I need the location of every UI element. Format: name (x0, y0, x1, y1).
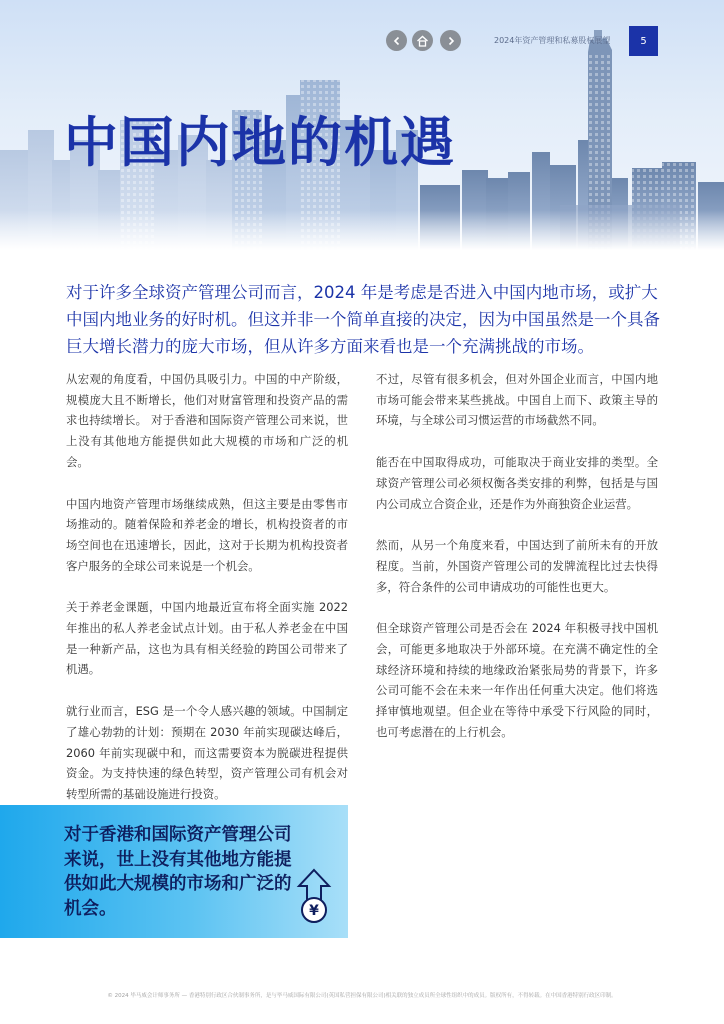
pull-quote-text: 对于香港和国际资产管理公司来说，世上没有其他地方能提供如此大规模的市场和广泛的机会。 (64, 825, 292, 919)
body-paragraph: 不过，尽管有很多机会，但对外国企业而言，中国内地市场可能会带来某些挑战。中国自上而下、政策主导的环境，与全球公司习惯运营的市场截然不同。 (376, 372, 658, 428)
chevron-right-icon (446, 36, 456, 46)
body-paragraph: 但全球资产管理公司是否会在 2024 年积极寻找中国机会，可能更多地取决于外部环境。在充满不确定性的全球经济环境和持续的地缘政治紧张局势的背景下，许多公司可能不会在未来一年作出任何重大决定。他们将选择审慎地观望。但企业在等待中承受下行风险的同时，也可考虑潜在的上行机会。 (376, 621, 658, 739)
page-number: 5 (629, 26, 658, 56)
body-paragraph: 中国内地资产管理市场继续成熟，但这主要是由零售市场推动的。随着保险和养老金的增长，机构投资者的市场空间也在迅速增长，因此，这对于长期为机构投资者客户服务的全球公司来说是一个机会。 (66, 496, 348, 573)
body-paragraph: 关于养老金课题，中国内地最近宣布将全面实施 2022 年推出的私人养老金试点计划。由于私人养老金在中国是一种新产品，这也为具有相关经验的跨国公司带来了机遇。 (66, 600, 348, 677)
document-title: 2024年资产管理和私募股权展望 (494, 36, 611, 45)
footer-legal-text: © 2024 毕马威会计师事务所 — 香港特别行政区合伙制事务所，是与毕马威国际有限公司(英国私营担保有限公司)相关联的独立成员所全球性组织中的成员。版权所有，不得转载。在中国香港特别行政区印制。 (107, 993, 617, 999)
left-column (66, 369, 348, 826)
body-paragraph: 然而，从另一个角度来看，中国达到了前所未有的开放程度。当前，外国资产管理公司的发牌流程比过去快得多，符合条件的公司申请成功的可能性也更大。 (376, 538, 658, 594)
body-paragraph: 从宏观的角度看，中国仍具吸引力。中国的中产阶级，规模庞大且不断增长，他们对财富管理和投资产品的需求也持续增长。 对于香港和国际资产管理公司来说，世上没有其他地方能提供如此大规模的市场和广泛的机会。 (66, 372, 348, 469)
right-column (376, 369, 658, 764)
yen-growth-arrow-icon (296, 868, 332, 926)
body-paragraph: 能否在中国取得成功，可能取决于商业安排的类型。全球资产管理公司必须权衡各类安排的利弊，包括是与国内公司成立合资企业，还是作为外商独资企业运营。 (376, 455, 658, 511)
next-page-button[interactable] (440, 30, 461, 51)
body-paragraph: 就行业而言，ESG 是一个令人感兴趣的领域。中国制定了雄心勃勃的计划：预期在 2030 年前实现碳达峰后，2060 年前实现碳中和，而这需要资本为脱碳进程提供资金。为支持快速的绿色转型，资产管理公司有机会对转型所需的基础设施进行投资。 (66, 704, 348, 801)
home-icon (416, 35, 429, 47)
home-button[interactable] (412, 30, 433, 51)
hero-fade (0, 210, 724, 250)
hero-banner (0, 0, 724, 250)
prev-page-button[interactable] (386, 30, 407, 51)
intro-paragraph: 对于许多全球资产管理公司而言，2024 年是考虑是否进入中国内地市场，或扩大中国内地业务的好时机。但这并非一个简单直接的决定，因为中国虽然是一个具备巨大增长潜力的庞大市场，但从许多方面来看也是一个充满挑战的市场。 (66, 283, 660, 356)
page-title: 中国内地的机遇 (64, 111, 456, 174)
svg-text:¥: ¥ (309, 903, 319, 919)
chevron-left-icon (392, 36, 402, 46)
